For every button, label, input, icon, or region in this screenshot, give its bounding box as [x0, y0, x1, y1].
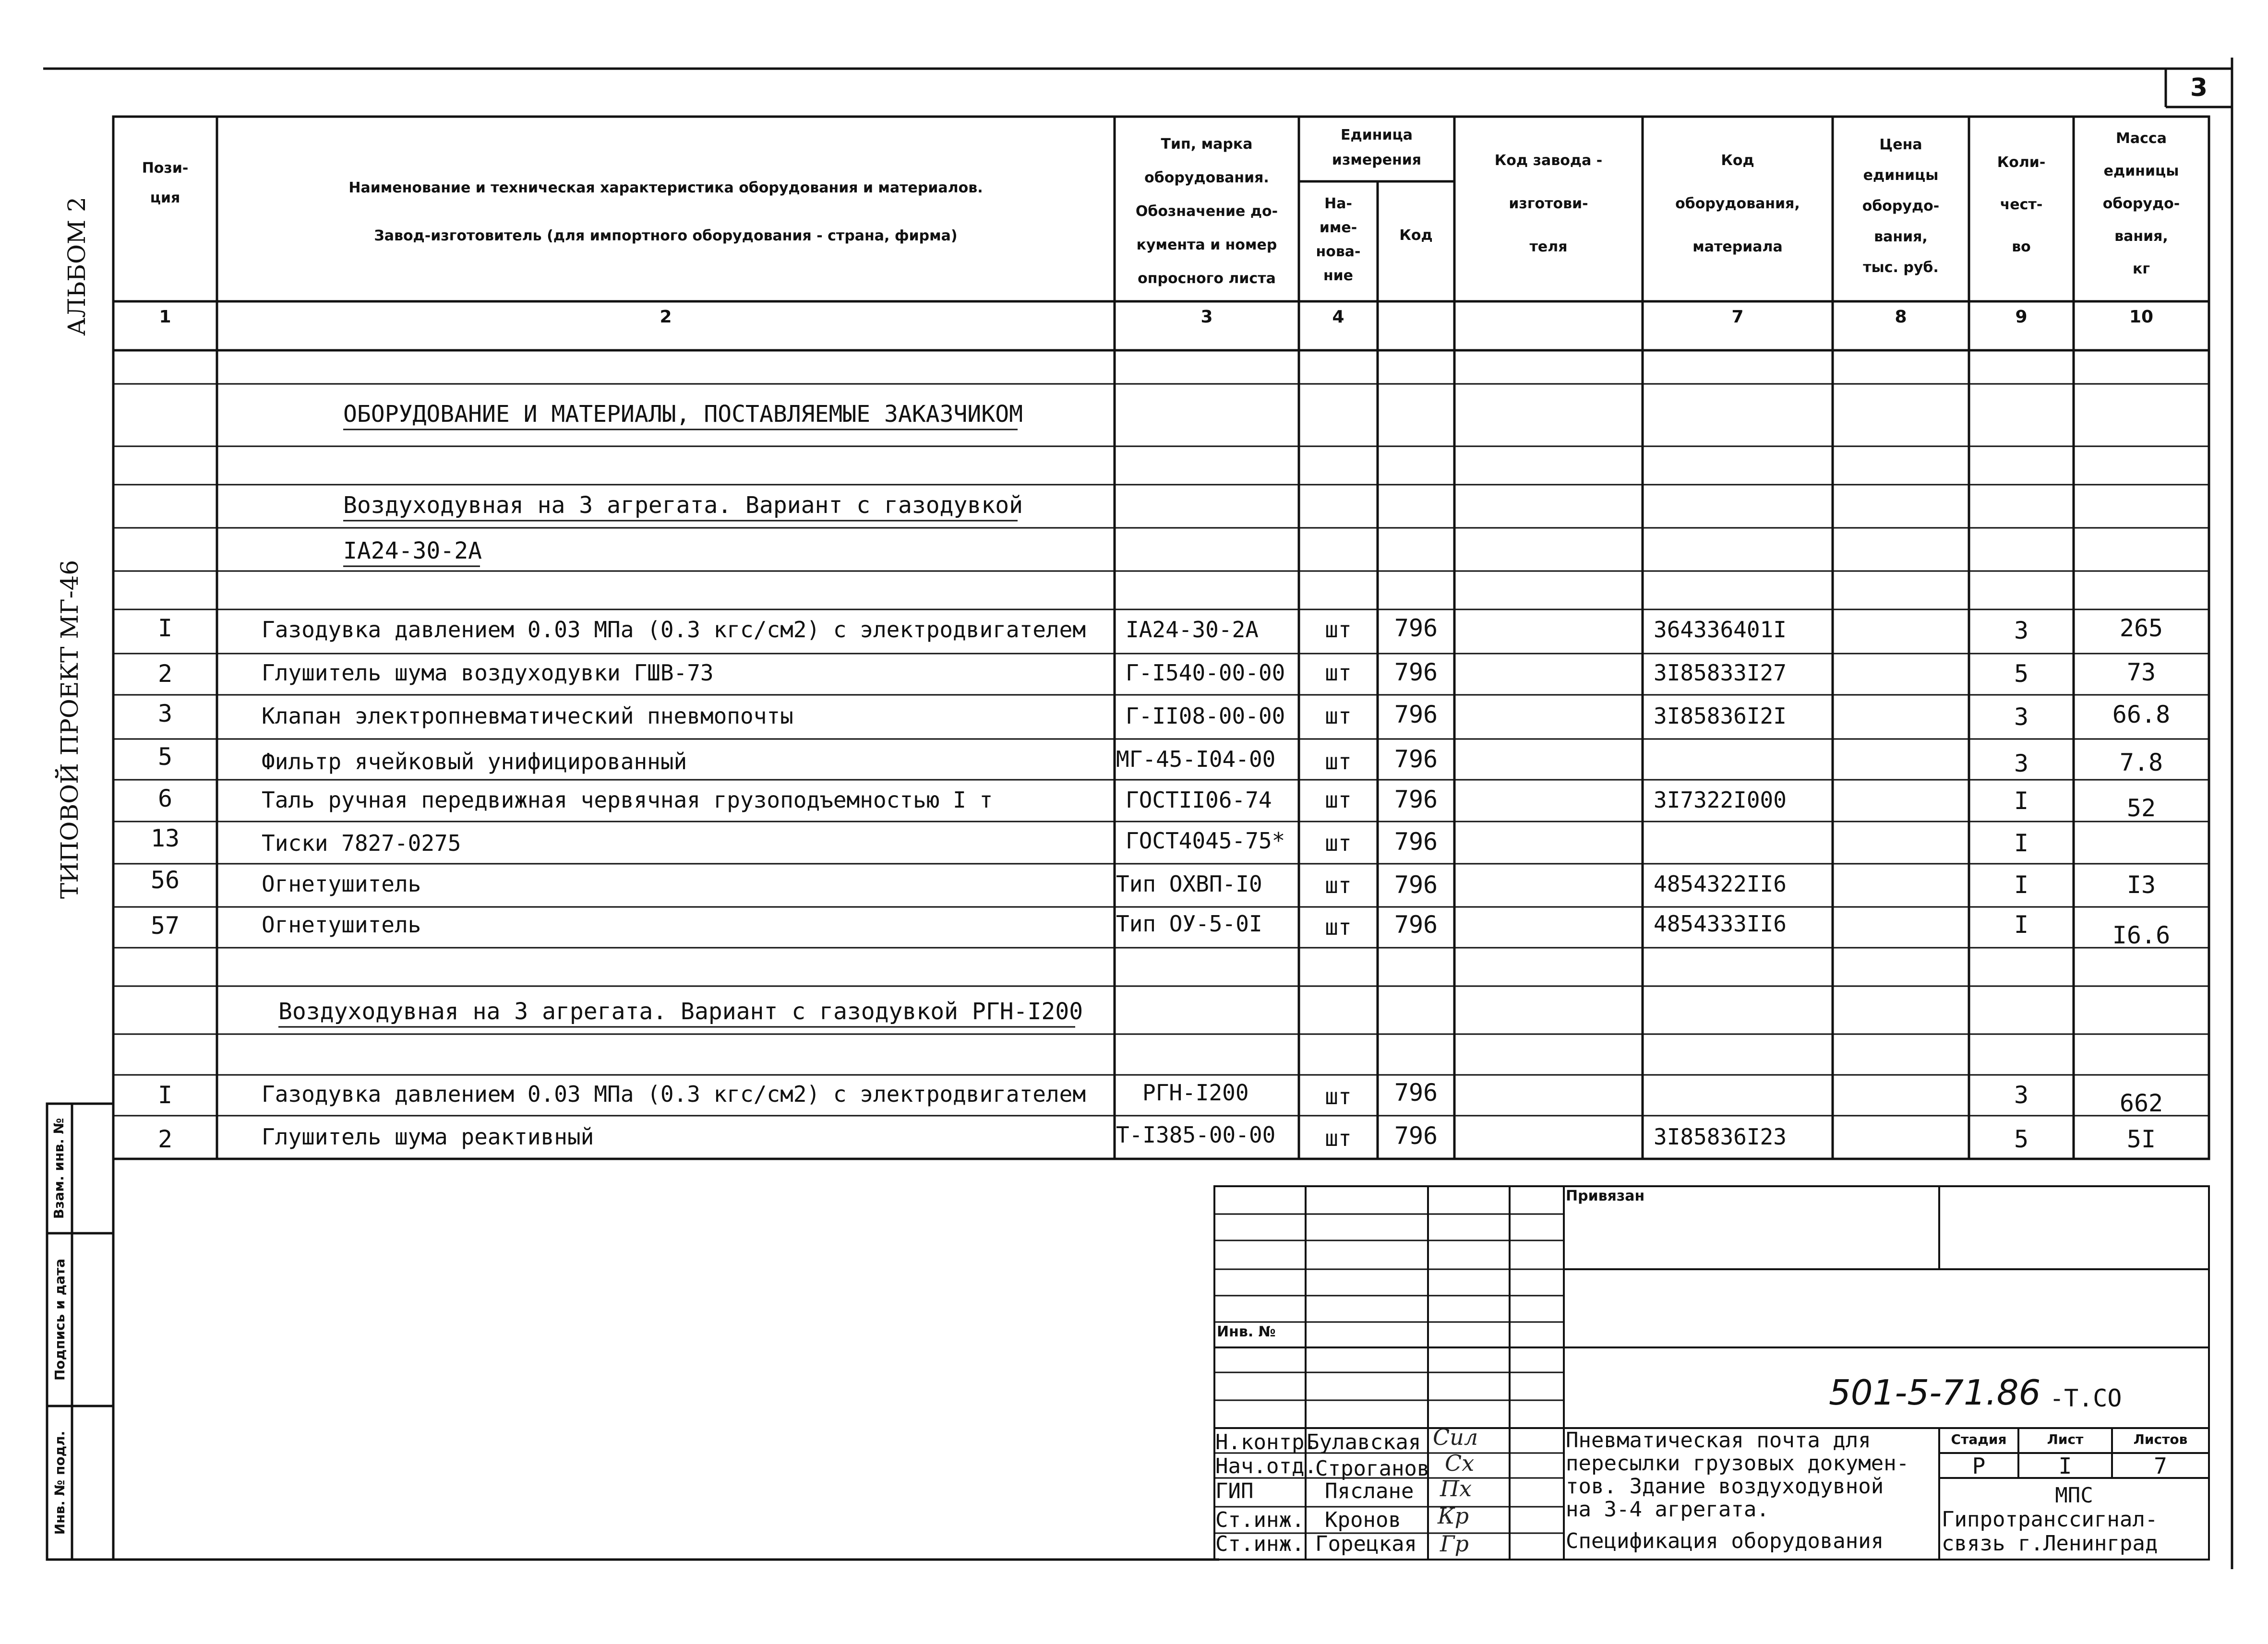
staff-signature: Кр — [1438, 1503, 1469, 1529]
sheet-label: Лист — [2047, 1431, 2084, 1447]
row-unit: шт — [1325, 872, 1352, 898]
row-name: Фильтр ячейковый унифицированный — [262, 749, 687, 774]
header-equipment-code: Код оборудования, материала — [1675, 152, 1800, 255]
row-unit: шт — [1325, 1084, 1352, 1109]
row-unit-code: 796 — [1394, 786, 1438, 813]
row-position: I — [157, 1081, 173, 1109]
row-unit: шт — [1325, 749, 1352, 774]
row-unit-code: 796 — [1394, 911, 1438, 939]
staff-signature: Сил — [1433, 1424, 1478, 1450]
staff-name: Булавская — [1307, 1430, 1421, 1454]
document-description — [1566, 1429, 1909, 1553]
row-quantity: I — [2014, 787, 2029, 815]
colnum-4: 4 — [1332, 307, 1344, 327]
row-unit: шт — [1325, 914, 1352, 940]
row-mass: 73 — [2126, 658, 2156, 686]
header-name: Наименование и техническая характеристика оборудования и материалов. Завод-изготовитель (для импортного оборудования - страна, фирма) — [348, 179, 983, 244]
linked-label: Привязан — [1566, 1188, 1645, 1204]
album-label: АЛЬБОМ 2 — [63, 197, 91, 336]
row-type: РГН-I200 — [1142, 1080, 1249, 1106]
colnum-1: 1 — [159, 307, 171, 327]
row-mass: I6.6 — [2112, 921, 2171, 949]
description-line: Спецификация оборудования — [1566, 1529, 1884, 1553]
row-unit-code: 796 — [1394, 1122, 1438, 1150]
colnum-7: 7 — [1731, 307, 1744, 327]
header-unit: Единица измерения — [1332, 127, 1422, 168]
row-type: IA24-30-2A — [1126, 617, 1259, 643]
row-mass: I3 — [2126, 871, 2156, 899]
header-quantity: Коли- чест- во — [1997, 154, 2046, 255]
row-unit-code: 796 — [1394, 658, 1438, 686]
row-position: 56 — [150, 866, 180, 894]
row-quantity: 3 — [2014, 750, 2029, 777]
row-name: Тиски 7827-0275 — [262, 830, 461, 856]
description-line: тов. Здание воздуходувной — [1566, 1474, 1884, 1499]
row-unit-code: 796 — [1394, 614, 1438, 642]
row-quantity: I — [2014, 871, 2029, 899]
description-line: пересылки грузовых докумен- — [1566, 1451, 1909, 1476]
row-position: 3 — [157, 700, 173, 727]
stage-value: Р — [1972, 1453, 1986, 1479]
row-mass: 7.8 — [2119, 749, 2163, 776]
row-position: I — [157, 614, 173, 642]
colnum-8: 8 — [1895, 307, 1907, 327]
staff-signature: Сх — [1445, 1450, 1475, 1476]
stamp-replaced-inv: Взам. инв. № — [51, 1118, 67, 1219]
colnum-2: 2 — [660, 307, 672, 327]
row-equipment-code: 364336401I — [1654, 617, 1787, 643]
stamp-original-inv: Инв. № подл. — [52, 1430, 68, 1535]
row-type: Т-I385-00-00 — [1116, 1122, 1276, 1148]
description-line: Пневматическая почта для — [1566, 1428, 1871, 1453]
row-mass: 66.8 — [2112, 701, 2171, 728]
row-position: 2 — [157, 660, 173, 688]
row-mass: 265 — [2119, 614, 2163, 642]
row-unit-code: 796 — [1394, 828, 1438, 856]
row-equipment-code: 4854333II6 — [1654, 911, 1787, 937]
staff-role: Нач.отд. — [1215, 1454, 1317, 1478]
sheets-label: Листов — [2133, 1431, 2188, 1447]
stamp-signature-date: Подпись и дата — [52, 1258, 68, 1381]
colnum-10: 10 — [2129, 307, 2154, 327]
row-quantity: 3 — [2014, 617, 2029, 644]
row-type: Тип ОУ-5-0I — [1116, 911, 1262, 937]
row-unit: шт — [1325, 830, 1352, 856]
section-title-variant-2: Воздуходувная на 3 агрегата. Вариант с газодувкой РГН-I200 — [278, 998, 1083, 1025]
row-type: ГОСТ4045-75* — [1126, 828, 1285, 854]
row-mass: 662 — [2119, 1089, 2163, 1117]
row-position: 2 — [157, 1125, 173, 1153]
row-position: 13 — [150, 824, 180, 852]
row-quantity: I — [2014, 829, 2029, 857]
staff-role: ГИП — [1215, 1479, 1254, 1503]
organization-line: связь г.Ленинград — [1942, 1531, 2158, 1556]
header-price: Цена единицы оборудо- вания, тыс. руб. — [1862, 136, 1940, 276]
inv-number-label: Инв. № — [1217, 1323, 1276, 1340]
row-name: Клапан электропневматический пневмопочты — [262, 703, 793, 729]
row-type: Г-I540-00-00 — [1126, 660, 1285, 686]
organization — [1939, 1484, 2209, 1556]
sheet-number: 3 — [2190, 73, 2208, 102]
colnum-3: 3 — [1200, 307, 1213, 327]
row-unit-code: 796 — [1394, 871, 1438, 899]
row-equipment-code: 3I85836I23 — [1654, 1124, 1787, 1150]
staff-role: Ст.инж. — [1215, 1508, 1305, 1532]
row-unit-code: 796 — [1394, 1079, 1438, 1107]
row-mass: 52 — [2126, 794, 2156, 822]
header-type: Тип, марка оборудования. Обозначение до- кумента и номер опросного листа — [1135, 136, 1278, 287]
organization-line: Гипротранссигнал- — [1942, 1507, 2158, 1532]
row-unit-code: 796 — [1394, 745, 1438, 773]
row-name: Огнетушитель — [262, 871, 421, 897]
row-name: Газодувка давлением 0.03 МПа (0.3 кгс/см2) с электродвигателем — [262, 1081, 1086, 1107]
row-type: ГОСТII06-74 — [1126, 787, 1272, 813]
section-title-variant-1-model: IA24-30-2A — [343, 537, 482, 564]
row-position: 5 — [157, 743, 173, 771]
section-title-variant-1: Воздуходувная на 3 агрегата. Вариант с газодувкой — [343, 492, 1023, 519]
row-quantity: 3 — [2014, 1081, 2029, 1109]
staff-signature: Гр — [1440, 1531, 1469, 1557]
header-mass: Масса единицы оборудо- вания, кг — [2102, 130, 2180, 277]
row-name: Глушитель шума реактивный — [262, 1124, 594, 1150]
description-line: на 3-4 агрегата. — [1566, 1497, 1769, 1522]
row-position: 6 — [157, 785, 173, 812]
row-quantity: 3 — [2014, 703, 2029, 731]
project-label: ТИПОВОЙ ПРОЕКТ МГ-46 — [56, 560, 84, 899]
row-name: Огнетушитель — [262, 912, 421, 938]
row-unit: шт — [1325, 660, 1352, 686]
row-unit: шт — [1325, 617, 1352, 643]
row-equipment-code: 4854322II6 — [1654, 871, 1787, 897]
sheets-value: 7 — [2154, 1453, 2167, 1479]
row-type: Тип ОХВП-I0 — [1116, 871, 1262, 897]
staff-role: Ст.инж. — [1215, 1532, 1305, 1556]
row-unit-code: 796 — [1394, 701, 1438, 728]
row-unit: шт — [1325, 787, 1352, 813]
document-code: 501-5-71.86 — [1829, 1372, 2041, 1413]
header-unit-name: На- име- нова- ние — [1316, 195, 1361, 284]
row-mass: 5I — [2126, 1125, 2156, 1153]
staff-name: Строганов — [1315, 1456, 1430, 1481]
row-quantity: 5 — [2014, 660, 2029, 688]
section-title-customer-supplied: ОБОРУДОВАНИЕ И МАТЕРИАЛЫ, ПОСТАВЛЯЕМЫЕ ЗАКАЗЧИКОМ — [343, 401, 1023, 428]
row-equipment-code: 3I85836I2I — [1654, 703, 1787, 729]
staff-signature: Пх — [1440, 1476, 1472, 1501]
header-unit-code: Код — [1399, 227, 1433, 244]
staff-name: Горецкая — [1315, 1532, 1417, 1556]
row-equipment-code: 3I7322I000 — [1654, 787, 1787, 813]
row-unit: шт — [1325, 1125, 1352, 1151]
row-position: 57 — [150, 912, 180, 940]
row-quantity: 5 — [2014, 1125, 2029, 1153]
staff-name: Пяслане — [1325, 1479, 1414, 1503]
row-type: Г-II08-00-00 — [1126, 703, 1285, 729]
row-equipment-code: 3I85833I27 — [1654, 660, 1787, 686]
document-suffix: -Т.СО — [2050, 1384, 2122, 1412]
row-name: Газодувка давлением 0.03 МПа (0.3 кгс/см2) с электродвигателем — [262, 617, 1086, 643]
organization-line: МПС — [2055, 1483, 2093, 1508]
row-name: Таль ручная передвижная червячная грузоподъемностью I т — [262, 787, 993, 813]
row-name: Глушитель шума воздуходувки ГШВ-73 — [262, 660, 714, 686]
row-type: МГ-45-I04-00 — [1116, 746, 1276, 772]
row-unit: шт — [1325, 703, 1352, 729]
header-manufacturer-code: Код завода - изготови- теля — [1494, 152, 1603, 255]
colnum-9: 9 — [2015, 307, 2028, 327]
sheet-value: I — [2058, 1453, 2072, 1479]
staff-role: Н.контр. — [1215, 1430, 1317, 1454]
stage-label: Стадия — [1951, 1431, 2007, 1447]
staff-name: Кронов — [1325, 1508, 1401, 1532]
row-quantity: I — [2014, 911, 2029, 939]
header-position: Пози- ция — [142, 160, 189, 206]
